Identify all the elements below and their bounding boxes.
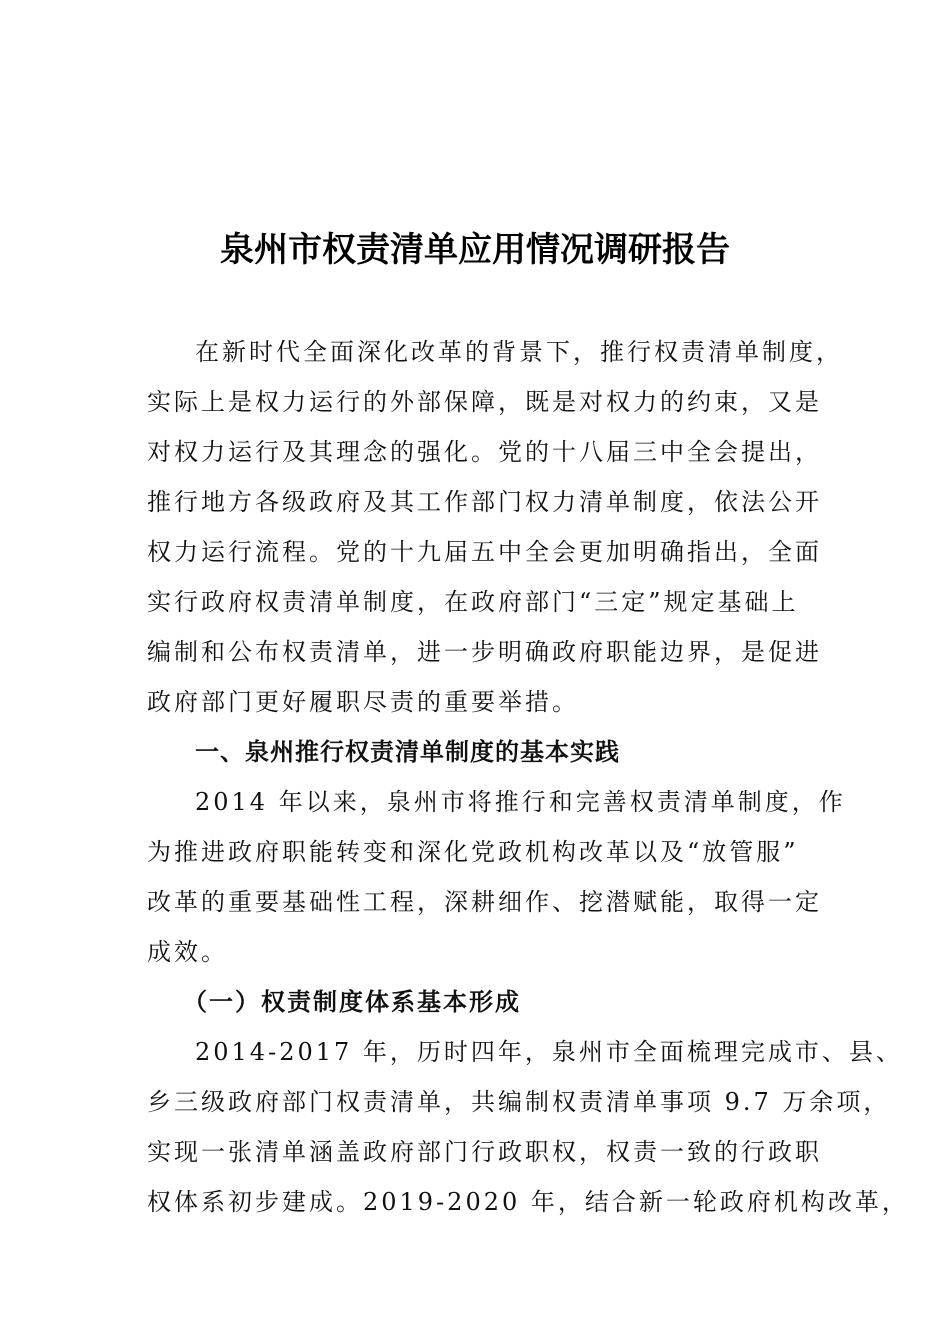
section-heading: 一、泉州推行权责清单制度的基本实践 xyxy=(195,738,620,766)
paragraph-line: 改革的重要基础性工程，深耕细作、挖潜赋能，取得一定 xyxy=(147,888,822,916)
paragraph-line: 权体系初步建成。2019-2020 年，结合新一轮政府机构改革， xyxy=(147,1188,909,1216)
paragraph-line: 编制和公布权责清单，进一步明确政府职能边界，是促进 xyxy=(147,638,822,666)
paragraph-line: 在新时代全面深化改革的背景下，推行权责清单制度， xyxy=(195,338,843,366)
paragraph-line: 对权力运行及其理念的强化。党的十八届三中全会提出， xyxy=(147,438,822,466)
paragraph-line: 2014-2017 年，历时四年，泉州市全面梳理完成市、县、 xyxy=(195,1038,903,1066)
paragraph-line: 2014 年以来，泉州市将推行和完善权责清单制度，作 xyxy=(195,788,846,816)
paragraph-line: 政府部门更好履职尽责的重要举措。 xyxy=(147,688,579,716)
paragraph-line: 实行政府权责清单制度，在政府部门“三定”规定基础上 xyxy=(147,588,799,616)
paragraph-line: 实现一张清单涵盖政府部门行政职权，权责一致的行政职 xyxy=(147,1138,822,1166)
document-title: 泉州市权责清单应用情况调研报告 xyxy=(220,230,730,270)
paragraph-line: 为推进政府职能转变和深化党政机构改革以及“放管服” xyxy=(147,838,799,866)
paragraph-line: 成效。 xyxy=(147,938,228,966)
paragraph-line: 权力运行流程。党的十九届五中全会更加明确指出，全面 xyxy=(147,538,822,566)
paragraph-line: 实际上是权力运行的外部保障，既是对权力的约束，又是 xyxy=(147,388,822,416)
paragraph-line: 乡三级政府部门权责清单，共编制权责清单事项 9.7 万余项， xyxy=(147,1088,891,1116)
subsection-heading: （一）权责制度体系基本形成 xyxy=(183,987,521,1016)
paragraph-line: 推行地方各级政府及其工作部门权力清单制度，依法公开 xyxy=(147,488,822,516)
